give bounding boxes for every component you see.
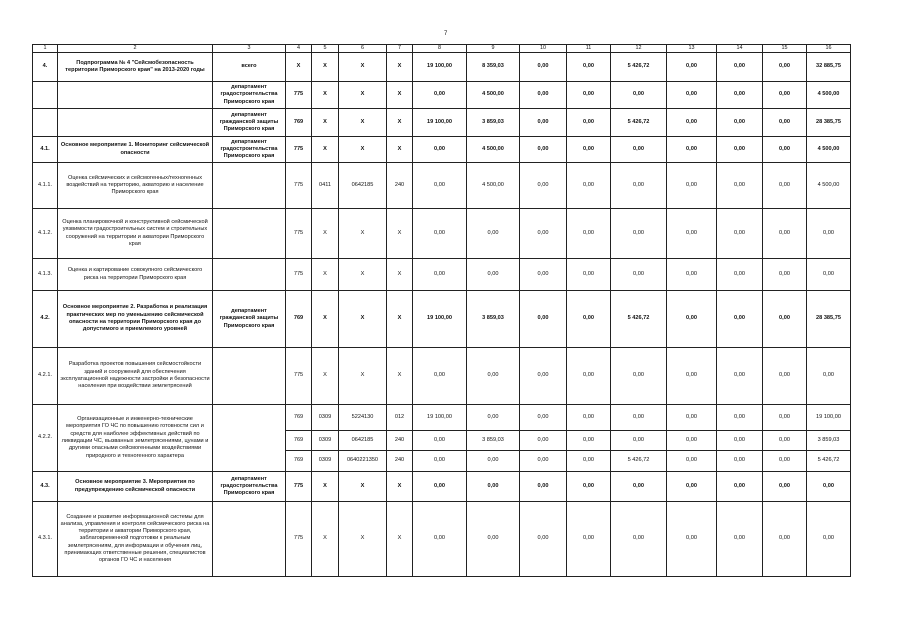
value-cell-total: 28 385,75: [807, 291, 851, 348]
value-cell-y2020: 0,00: [763, 209, 807, 259]
header-cell: 12: [611, 45, 667, 53]
value-cell-grbs: 769: [286, 451, 312, 472]
value-cell-grbs: X: [286, 53, 312, 82]
row-number-cell: 4.1.2.: [33, 209, 58, 259]
header-cell: 13: [667, 45, 717, 53]
activity-name-cell: Основное мероприятие 1. Мониторинг сейсмической опасности: [58, 137, 213, 163]
value-cell-total: 32 885,75: [807, 53, 851, 82]
row-number-cell: 4.1.1.: [33, 163, 58, 209]
value-cell-y2016: 0,00: [567, 472, 611, 502]
value-cell-y2020: 0,00: [763, 502, 807, 577]
value-cell-y2019: 0,00: [717, 137, 763, 163]
value-cell-y2016: 0,00: [567, 109, 611, 137]
value-cell-rz: X: [312, 472, 339, 502]
activity-name-cell: Основное мероприятие 2. Разработка и реализация практических мер по уменьшению сейсмической опасности на территории Приморского края до допустимого и приемлемого уровней: [58, 291, 213, 348]
table-row: [33, 53, 851, 82]
value-cell-grbs: 775: [286, 209, 312, 259]
header-cell: 14: [717, 45, 763, 53]
header-row: [33, 45, 851, 53]
executor-cell: [213, 348, 286, 405]
value-cell-y2016: 0,00: [567, 82, 611, 109]
value-cell-y2019: 0,00: [717, 53, 763, 82]
value-cell-y2014: 0,00: [467, 451, 520, 472]
value-cell-y2016: 0,00: [567, 405, 611, 431]
value-cell-csr: X: [339, 109, 387, 137]
table-row: [33, 259, 851, 291]
value-cell-y2020: 0,00: [763, 137, 807, 163]
table-row: [33, 109, 851, 137]
header-cell: 4: [286, 45, 312, 53]
value-cell-y2019: 0,00: [717, 82, 763, 109]
value-cell-total: 0,00: [807, 472, 851, 502]
value-cell-y2020: 0,00: [763, 451, 807, 472]
value-cell-y2018: 0,00: [667, 431, 717, 451]
value-cell-csr: 5224130: [339, 405, 387, 431]
value-cell-grbs: 769: [286, 109, 312, 137]
value-cell-y2018: 0,00: [667, 109, 717, 137]
value-cell-y2013: 0,00: [413, 502, 467, 577]
value-cell-y2016: 0,00: [567, 209, 611, 259]
activity-name-cell: Организационные и инженерно-технические мероприятия ГО ЧС по повышению готовности сил и средств для наиболее эффективных действий по ликвидации ЧС, вызванных землетрясениями, цунами и другими опасными сейсмогенными воздействиями природного и техногенного характера: [58, 405, 213, 472]
value-cell-vr: X: [387, 472, 413, 502]
header-cell: 1: [33, 45, 58, 53]
value-cell-y2015: 0,00: [520, 348, 567, 405]
value-cell-y2019: 0,00: [717, 259, 763, 291]
value-cell-y2013: 0,00: [413, 259, 467, 291]
value-cell-y2016: 0,00: [567, 348, 611, 405]
executor-cell: [213, 405, 286, 472]
value-cell-y2020: 0,00: [763, 259, 807, 291]
value-cell-vr: 240: [387, 451, 413, 472]
value-cell-total: 0,00: [807, 259, 851, 291]
value-cell-y2018: 0,00: [667, 451, 717, 472]
value-cell-csr: X: [339, 502, 387, 577]
value-cell-grbs: 769: [286, 431, 312, 451]
value-cell-y2014: 0,00: [467, 259, 520, 291]
value-cell-total: 0,00: [807, 209, 851, 259]
table-row: [33, 472, 851, 502]
value-cell-y2013: 0,00: [413, 348, 467, 405]
executor-cell: [213, 163, 286, 209]
value-cell-y2014: 0,00: [467, 405, 520, 431]
value-cell-vr: X: [387, 209, 413, 259]
value-cell-y2020: 0,00: [763, 291, 807, 348]
value-cell-y2015: 0,00: [520, 431, 567, 451]
value-cell-grbs: 769: [286, 405, 312, 431]
value-cell-y2013: 0,00: [413, 82, 467, 109]
row-number-cell: 4.2.: [33, 291, 58, 348]
value-cell-y2017: 0,00: [611, 348, 667, 405]
value-cell-y2019: 0,00: [717, 163, 763, 209]
value-cell-vr: X: [387, 348, 413, 405]
value-cell-total: 4 500,00: [807, 163, 851, 209]
table-row: [33, 209, 851, 259]
value-cell-csr: X: [339, 137, 387, 163]
program-table: [32, 44, 851, 577]
activity-name-cell: Оценка планировочной и конструктивной сейсмической уязвимости градостроительных систем и строительных сооружений на территории и акватории Приморского края: [58, 209, 213, 259]
value-cell-y2017: 5 426,72: [611, 53, 667, 82]
value-cell-y2013: 0,00: [413, 451, 467, 472]
value-cell-y2015: 0,00: [520, 291, 567, 348]
value-cell-vr: X: [387, 259, 413, 291]
value-cell-csr: X: [339, 209, 387, 259]
value-cell-y2014: 0,00: [467, 472, 520, 502]
value-cell-y2016: 0,00: [567, 53, 611, 82]
executor-cell: [213, 259, 286, 291]
header-cell: 6: [339, 45, 387, 53]
header-cell: 7: [387, 45, 413, 53]
value-cell-total: 0,00: [807, 502, 851, 577]
value-cell-y2015: 0,00: [520, 53, 567, 82]
value-cell-grbs: 775: [286, 137, 312, 163]
row-number-cell: 4.1.: [33, 137, 58, 163]
value-cell-csr: 0642185: [339, 163, 387, 209]
value-cell-y2019: 0,00: [717, 109, 763, 137]
value-cell-y2017: 0,00: [611, 502, 667, 577]
value-cell-y2019: 0,00: [717, 209, 763, 259]
value-cell-y2014: 3 859,03: [467, 109, 520, 137]
value-cell-y2015: 0,00: [520, 502, 567, 577]
executor-cell: [213, 502, 286, 577]
value-cell-rz: 0309: [312, 405, 339, 431]
value-cell-y2020: 0,00: [763, 53, 807, 82]
value-cell-y2013: 0,00: [413, 472, 467, 502]
value-cell-y2017: 0,00: [611, 431, 667, 451]
header-cell: 15: [763, 45, 807, 53]
row-number-cell: 4.3.: [33, 472, 58, 502]
activity-name-cell: [58, 82, 213, 109]
value-cell-vr: X: [387, 53, 413, 82]
value-cell-y2017: 0,00: [611, 405, 667, 431]
value-cell-y2015: 0,00: [520, 163, 567, 209]
row-number-cell: 4.3.1.: [33, 502, 58, 577]
table-row: [33, 348, 851, 405]
value-cell-y2019: 0,00: [717, 405, 763, 431]
value-cell-csr: 0642185: [339, 431, 387, 451]
value-cell-rz: X: [312, 291, 339, 348]
table-row: [33, 291, 851, 348]
value-cell-total: 5 426,72: [807, 451, 851, 472]
header-cell: 10: [520, 45, 567, 53]
value-cell-y2018: 0,00: [667, 82, 717, 109]
value-cell-y2018: 0,00: [667, 405, 717, 431]
value-cell-grbs: 775: [286, 502, 312, 577]
value-cell-rz: X: [312, 53, 339, 82]
value-cell-y2014: 8 359,03: [467, 53, 520, 82]
value-cell-y2018: 0,00: [667, 502, 717, 577]
table-row: [33, 502, 851, 577]
value-cell-y2018: 0,00: [667, 53, 717, 82]
value-cell-y2016: 0,00: [567, 502, 611, 577]
value-cell-vr: 240: [387, 163, 413, 209]
row-number-cell: [33, 109, 58, 137]
value-cell-total: 28 385,75: [807, 109, 851, 137]
table-row: [33, 405, 851, 431]
page-number: 7: [444, 31, 448, 37]
value-cell-y2020: 0,00: [763, 163, 807, 209]
value-cell-vr: X: [387, 502, 413, 577]
value-cell-rz: X: [312, 259, 339, 291]
activity-name-cell: [58, 109, 213, 137]
value-cell-y2015: 0,00: [520, 472, 567, 502]
activity-name-cell: Подпрограмма № 4 "Сейсмобезопасность территории Приморского края" на 2013-2020 годы: [58, 53, 213, 82]
value-cell-y2020: 0,00: [763, 348, 807, 405]
value-cell-y2018: 0,00: [667, 163, 717, 209]
executor-cell: департамент гражданской защиты Приморского края: [213, 291, 286, 348]
value-cell-y2015: 0,00: [520, 259, 567, 291]
activity-name-cell: Оценка сейсмических и сейсмогенных/техногенных воздействий на территорию, акваторию и население Приморского края: [58, 163, 213, 209]
value-cell-y2013: 0,00: [413, 209, 467, 259]
value-cell-grbs: 775: [286, 259, 312, 291]
value-cell-rz: X: [312, 82, 339, 109]
value-cell-rz: X: [312, 502, 339, 577]
header-cell: 8: [413, 45, 467, 53]
value-cell-y2014: 0,00: [467, 209, 520, 259]
header-cell: 9: [467, 45, 520, 53]
value-cell-grbs: 775: [286, 82, 312, 109]
value-cell-y2018: 0,00: [667, 259, 717, 291]
value-cell-y2017: 0,00: [611, 137, 667, 163]
value-cell-y2015: 0,00: [520, 137, 567, 163]
row-number-cell: 4.1.3.: [33, 259, 58, 291]
value-cell-total: 4 500,00: [807, 82, 851, 109]
value-cell-y2017: 5 426,72: [611, 291, 667, 348]
activity-name-cell: Создание и развитие информационной системы для анализа, управления и контроля сейсмического риска на территории и акватории Приморского края, заблаговременной подготовки к реальным землетрясениям, для информации и обучения лиц, принимающих ответственные решения, специалистов органов ГО ЧС и населения: [58, 502, 213, 577]
activity-name-cell: Оценка и картирование совокупного сейсмического риска на территории Приморского края: [58, 259, 213, 291]
value-cell-total: 0,00: [807, 348, 851, 405]
row-number-cell: 4.: [33, 53, 58, 82]
value-cell-rz: X: [312, 348, 339, 405]
value-cell-total: 19 100,00: [807, 405, 851, 431]
value-cell-y2019: 0,00: [717, 291, 763, 348]
value-cell-rz: 0309: [312, 451, 339, 472]
executor-cell: департамент градостроительства Приморского края: [213, 137, 286, 163]
value-cell-vr: 240: [387, 431, 413, 451]
value-cell-y2014: 3 859,03: [467, 291, 520, 348]
value-cell-y2016: 0,00: [567, 137, 611, 163]
value-cell-y2018: 0,00: [667, 291, 717, 348]
value-cell-y2019: 0,00: [717, 472, 763, 502]
value-cell-vr: 012: [387, 405, 413, 431]
value-cell-y2016: 0,00: [567, 291, 611, 348]
value-cell-y2015: 0,00: [520, 209, 567, 259]
value-cell-y2018: 0,00: [667, 348, 717, 405]
value-cell-y2020: 0,00: [763, 431, 807, 451]
value-cell-y2018: 0,00: [667, 209, 717, 259]
value-cell-y2017: 0,00: [611, 163, 667, 209]
value-cell-y2019: 0,00: [717, 431, 763, 451]
value-cell-csr: X: [339, 291, 387, 348]
value-cell-y2018: 0,00: [667, 472, 717, 502]
row-number-cell: 4.2.2.: [33, 405, 58, 472]
value-cell-y2017: 0,00: [611, 472, 667, 502]
activity-name-cell: Разработка проектов повышения сейсмостойкости зданий и сооружений для обеспечения эксплуатационной надежности застройки и безопасности населения при воздействии землетрясений: [58, 348, 213, 405]
value-cell-grbs: 769: [286, 291, 312, 348]
value-cell-y2020: 0,00: [763, 472, 807, 502]
value-cell-y2019: 0,00: [717, 348, 763, 405]
value-cell-y2014: 4 500,00: [467, 137, 520, 163]
value-cell-y2013: 19 100,00: [413, 53, 467, 82]
value-cell-y2016: 0,00: [567, 451, 611, 472]
value-cell-rz: X: [312, 137, 339, 163]
value-cell-csr: X: [339, 259, 387, 291]
value-cell-csr: 0640221350: [339, 451, 387, 472]
value-cell-y2014: 3 859,03: [467, 431, 520, 451]
header-cell: 16: [807, 45, 851, 53]
value-cell-rz: X: [312, 109, 339, 137]
value-cell-y2017: 5 426,72: [611, 109, 667, 137]
executor-cell: департамент градостроительства Приморского края: [213, 82, 286, 109]
value-cell-y2013: 0,00: [413, 137, 467, 163]
value-cell-y2018: 0,00: [667, 137, 717, 163]
value-cell-y2013: 0,00: [413, 163, 467, 209]
executor-cell: департамент градостроительства Приморского края: [213, 472, 286, 502]
executor-cell: всего: [213, 53, 286, 82]
value-cell-y2014: 0,00: [467, 348, 520, 405]
value-cell-csr: X: [339, 472, 387, 502]
value-cell-grbs: 775: [286, 348, 312, 405]
value-cell-vr: X: [387, 109, 413, 137]
value-cell-y2020: 0,00: [763, 109, 807, 137]
value-cell-vr: X: [387, 291, 413, 348]
value-cell-rz: 0309: [312, 431, 339, 451]
executor-cell: [213, 209, 286, 259]
table-row: [33, 163, 851, 209]
value-cell-y2015: 0,00: [520, 82, 567, 109]
value-cell-y2014: 0,00: [467, 502, 520, 577]
value-cell-y2015: 0,00: [520, 405, 567, 431]
row-number-cell: [33, 82, 58, 109]
value-cell-csr: X: [339, 82, 387, 109]
value-cell-y2020: 0,00: [763, 82, 807, 109]
value-cell-rz: X: [312, 209, 339, 259]
value-cell-grbs: 775: [286, 472, 312, 502]
value-cell-total: 3 859,03: [807, 431, 851, 451]
row-number-cell: 4.2.1.: [33, 348, 58, 405]
value-cell-y2013: 0,00: [413, 431, 467, 451]
value-cell-y2017: 0,00: [611, 82, 667, 109]
value-cell-rz: 0411: [312, 163, 339, 209]
value-cell-y2013: 19 100,00: [413, 109, 467, 137]
header-cell: 11: [567, 45, 611, 53]
table-row: [33, 82, 851, 109]
value-cell-y2014: 4 500,00: [467, 82, 520, 109]
value-cell-y2016: 0,00: [567, 431, 611, 451]
value-cell-total: 4 500,00: [807, 137, 851, 163]
value-cell-y2017: 0,00: [611, 259, 667, 291]
value-cell-y2015: 0,00: [520, 451, 567, 472]
value-cell-y2015: 0,00: [520, 109, 567, 137]
value-cell-vr: X: [387, 82, 413, 109]
value-cell-y2017: 5 426,72: [611, 451, 667, 472]
value-cell-y2013: 19 100,00: [413, 405, 467, 431]
value-cell-y2019: 0,00: [717, 451, 763, 472]
value-cell-csr: X: [339, 53, 387, 82]
value-cell-y2017: 0,00: [611, 209, 667, 259]
value-cell-y2013: 19 100,00: [413, 291, 467, 348]
value-cell-vr: X: [387, 137, 413, 163]
table-row: [33, 137, 851, 163]
value-cell-y2020: 0,00: [763, 405, 807, 431]
value-cell-grbs: 775: [286, 163, 312, 209]
header-cell: 2: [58, 45, 213, 53]
activity-name-cell: Основное мероприятие 3. Мероприятия по предупреждению сейсмической опасности: [58, 472, 213, 502]
header-cell: 5: [312, 45, 339, 53]
value-cell-y2014: 4 500,00: [467, 163, 520, 209]
header-cell: 3: [213, 45, 286, 53]
value-cell-y2016: 0,00: [567, 259, 611, 291]
value-cell-y2019: 0,00: [717, 502, 763, 577]
value-cell-csr: X: [339, 348, 387, 405]
executor-cell: департамент гражданской защиты Приморского края: [213, 109, 286, 137]
value-cell-y2016: 0,00: [567, 163, 611, 209]
